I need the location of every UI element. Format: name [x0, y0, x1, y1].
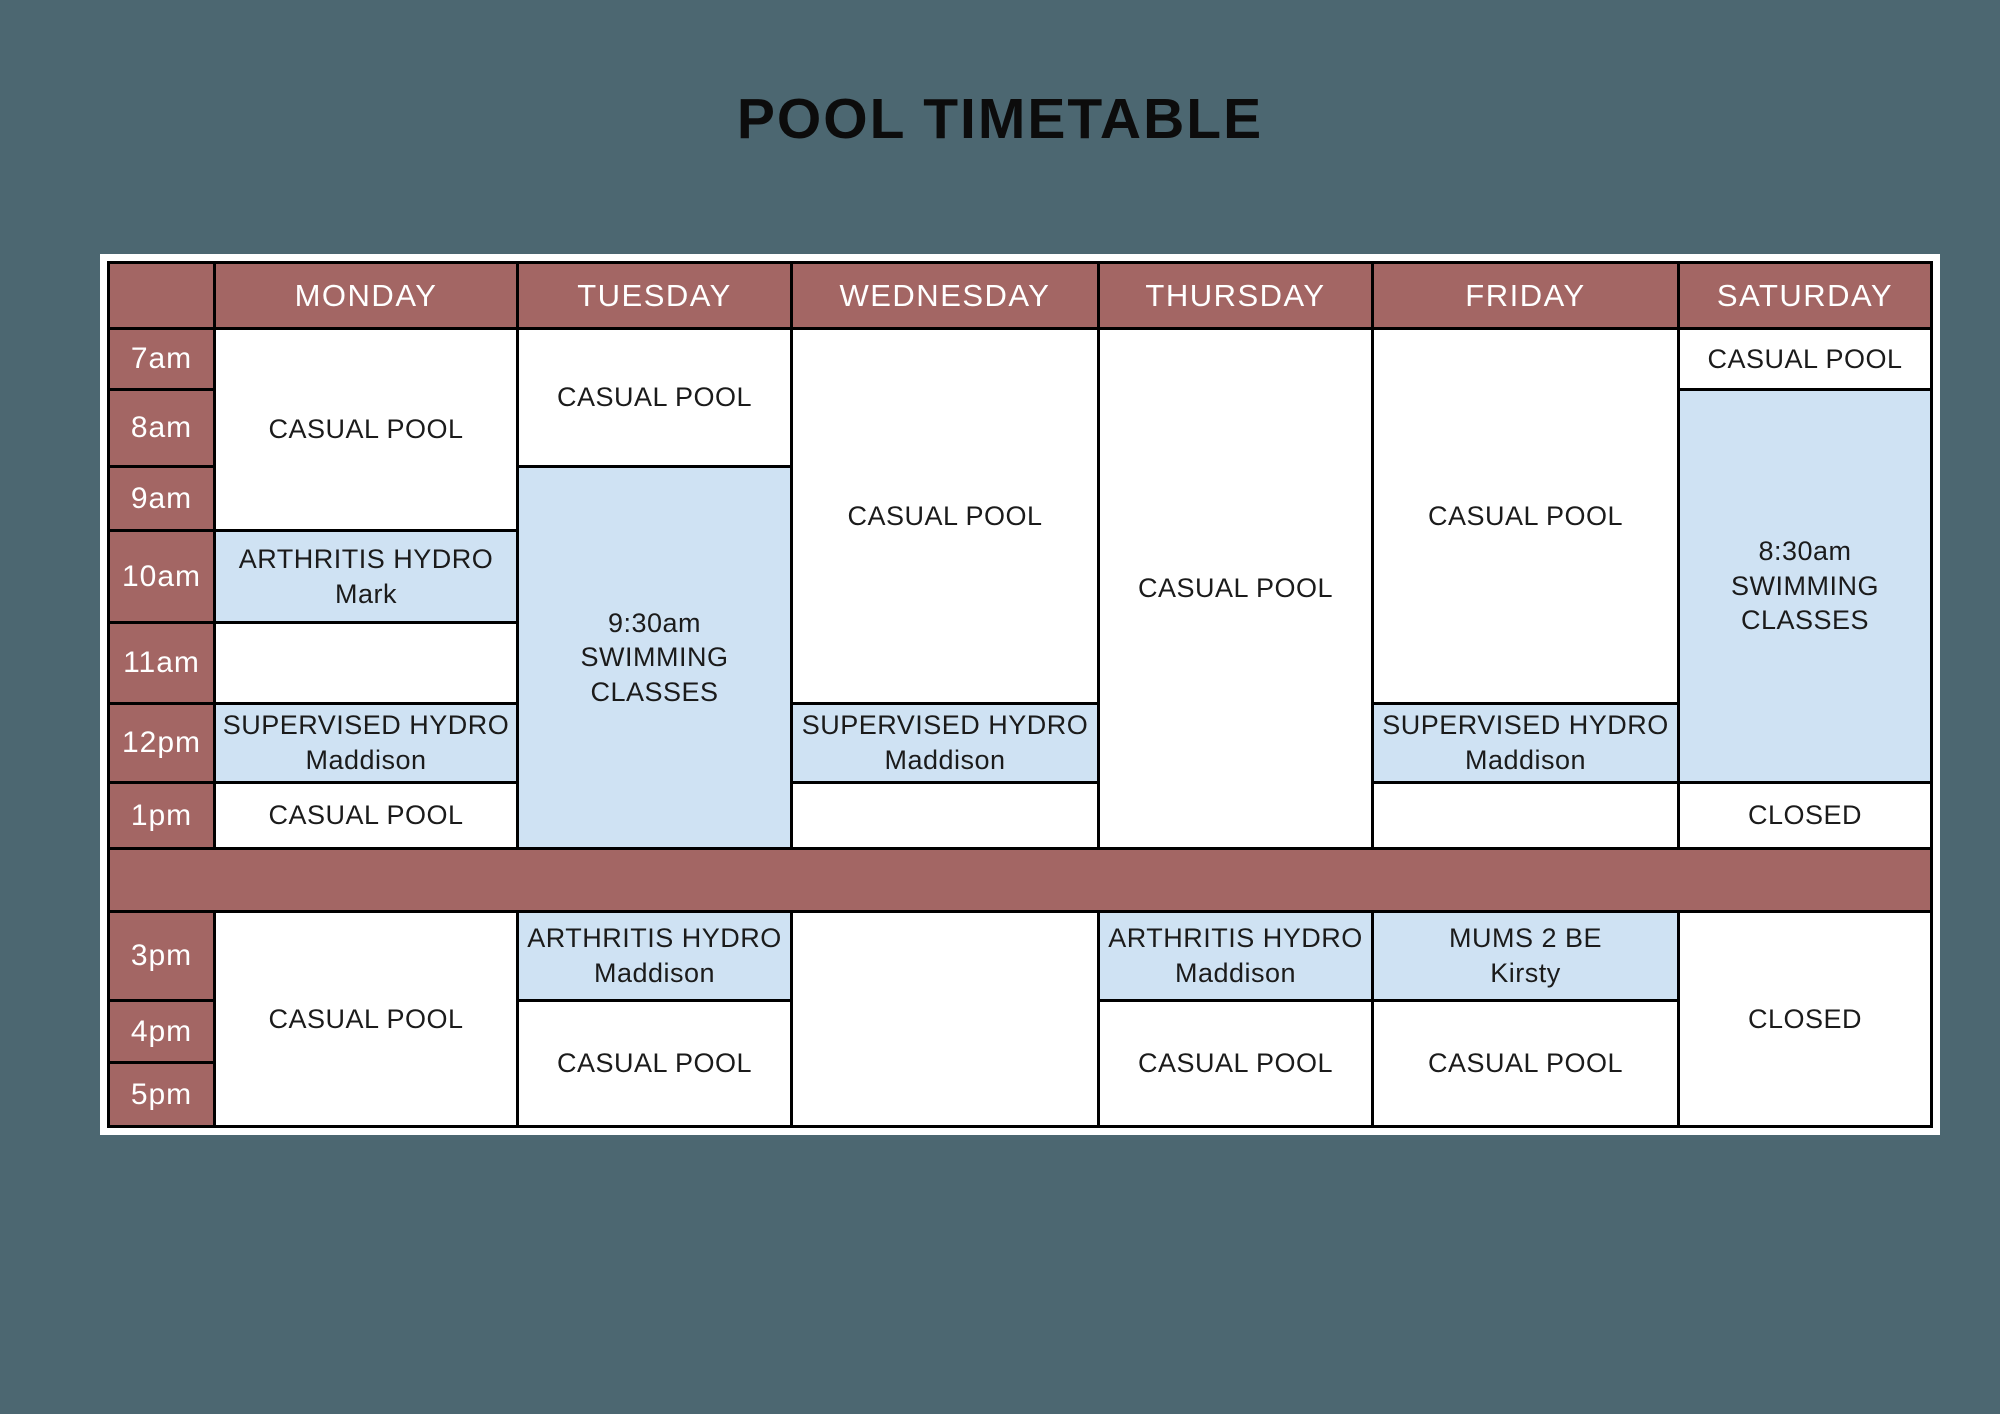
- instructor-name: Maddison: [1464, 745, 1587, 775]
- cell-label: CASUAL POOL: [1137, 1048, 1334, 1079]
- cell-label: CASUAL POOL: [268, 414, 464, 445]
- cell-saturday-1pm-closed: [1679, 783, 1932, 849]
- cell-label: ARTHRITIS HYDRO: [238, 543, 494, 574]
- cell-label: CASUAL POOL: [556, 1048, 753, 1079]
- time-label-8am: 8am: [109, 390, 215, 467]
- cell-friday-1pm-empty: [1373, 783, 1679, 849]
- cell-friday-7-11am-casual-pool: [1373, 329, 1679, 704]
- cell-label: CASUAL POOL: [1427, 1048, 1624, 1079]
- cell-wednesday-7-11am-casual-pool: [792, 329, 1099, 704]
- cell-tuesday-4-5pm-casual-pool: [518, 1001, 792, 1127]
- cell-wednesday-12pm-supervised-hydro: [792, 704, 1099, 783]
- time-label-9am: 9am: [109, 467, 215, 531]
- time-label-7am: 7am: [109, 329, 215, 390]
- cell-tuesday-3pm-arthritis-hydro: [518, 912, 792, 1001]
- cell-label: CASUAL POOL: [268, 1003, 464, 1034]
- cell-tuesday-9am-1pm-swimming-classes: [518, 467, 792, 849]
- row-12pm: [109, 704, 1932, 783]
- cell-label: CASUAL POOL: [556, 382, 753, 413]
- cell-label: CLOSED: [1747, 1003, 1863, 1034]
- row-7am: [109, 329, 1932, 390]
- time-label-1pm: 1pm: [109, 783, 215, 849]
- cell-friday-3pm-mums-2-be: [1373, 912, 1679, 1001]
- cell-monday-12pm-supervised-hydro: [215, 704, 518, 783]
- cell-friday-4-5pm-casual-pool: [1373, 1001, 1679, 1127]
- day-header-monday: MONDAY: [215, 263, 518, 329]
- cell-label: ARTHRITIS HYDRO: [1108, 923, 1363, 954]
- cell-label: SUPERVISED HYDRO: [801, 710, 1089, 741]
- cell-label: ARTHRITIS HYDRO: [527, 923, 782, 954]
- cell-label: SUPERVISED HYDRO: [222, 710, 510, 741]
- row-2pm-break: [109, 849, 1932, 912]
- cell-label: SUPERVISED HYDRO: [1382, 710, 1669, 741]
- time-label-3pm: 3pm: [109, 912, 215, 1001]
- time-label-5pm: 5pm: [109, 1063, 215, 1127]
- instructor-name: Maddison: [1174, 958, 1297, 988]
- cell-monday-10am-arthritis-hydro: [215, 531, 518, 623]
- cell-label: CASUAL POOL: [1427, 500, 1624, 531]
- time-label-4pm: 4pm: [109, 1001, 215, 1063]
- day-header-thursday: THURSDAY: [1099, 263, 1373, 329]
- instructor-name: Mark: [335, 578, 397, 609]
- cell-label: CASUAL POOL: [1707, 343, 1903, 374]
- cell-label: SWIMMING CLASSES: [580, 642, 729, 707]
- instructor-name: Maddison: [593, 958, 716, 988]
- cell-saturday-7am-casual-pool: [1679, 329, 1932, 390]
- cell-label: MUMS 2 BE: [1448, 923, 1603, 954]
- cell-thursday-4-5pm-casual-pool: [1099, 1001, 1373, 1127]
- day-header-tuesday: TUESDAY: [518, 263, 792, 329]
- timetable-frame: [100, 254, 1940, 1135]
- page-title: POOL TIMETABLE: [736, 87, 1264, 151]
- row-3pm: [109, 912, 1932, 1001]
- day-header-wednesday: WEDNESDAY: [792, 263, 1099, 329]
- day-header-friday: FRIDAY: [1373, 263, 1679, 329]
- cell-label: CASUAL POOL: [268, 800, 464, 831]
- afternoon-break-band: [109, 849, 1932, 912]
- instructor-name: Kirsty: [1490, 958, 1561, 988]
- cell-wednesday-1pm-empty: [792, 783, 1099, 849]
- cell-wednesday-3-5pm-empty: [792, 912, 1099, 1127]
- cell-label: SWIMMING CLASSES: [1731, 570, 1879, 636]
- cell-friday-12pm-supervised-hydro: [1373, 704, 1679, 783]
- cell-thursday-7am-1pm-casual-pool: [1099, 329, 1373, 849]
- cell-label: CASUAL POOL: [847, 500, 1043, 531]
- cell-monday-7-9am-casual-pool: [215, 329, 518, 531]
- cell-monday-11am-empty: [215, 623, 518, 704]
- instructor-name: Maddison: [305, 745, 427, 775]
- timetable: [107, 261, 1933, 1128]
- instructor-name: Maddison: [884, 745, 1006, 775]
- cell-monday-1pm-casual-pool: [215, 783, 518, 849]
- cell-saturday-8am-12pm-swimming-classes: [1679, 390, 1932, 783]
- cell-label: CASUAL POOL: [1137, 573, 1334, 604]
- corner-cell: [109, 263, 215, 329]
- cell-tuesday-7-8am-casual-pool: [518, 329, 792, 467]
- cell-thursday-3pm-arthritis-hydro: [1099, 912, 1373, 1001]
- time-label-11am: 11am: [109, 623, 215, 704]
- header-row: [109, 263, 1932, 329]
- time-label-12pm: 12pm: [109, 704, 215, 783]
- cell-label: CLOSED: [1747, 800, 1863, 831]
- cell-monday-3-5pm-casual-pool: [215, 912, 518, 1127]
- class-time: 9:30am: [607, 607, 702, 638]
- row-1pm: [109, 783, 1932, 849]
- time-label-10am: 10am: [109, 531, 215, 623]
- class-time: 8:30am: [1758, 536, 1852, 567]
- day-header-saturday: SATURDAY: [1679, 263, 1932, 329]
- cell-saturday-3-5pm-closed: [1679, 912, 1932, 1127]
